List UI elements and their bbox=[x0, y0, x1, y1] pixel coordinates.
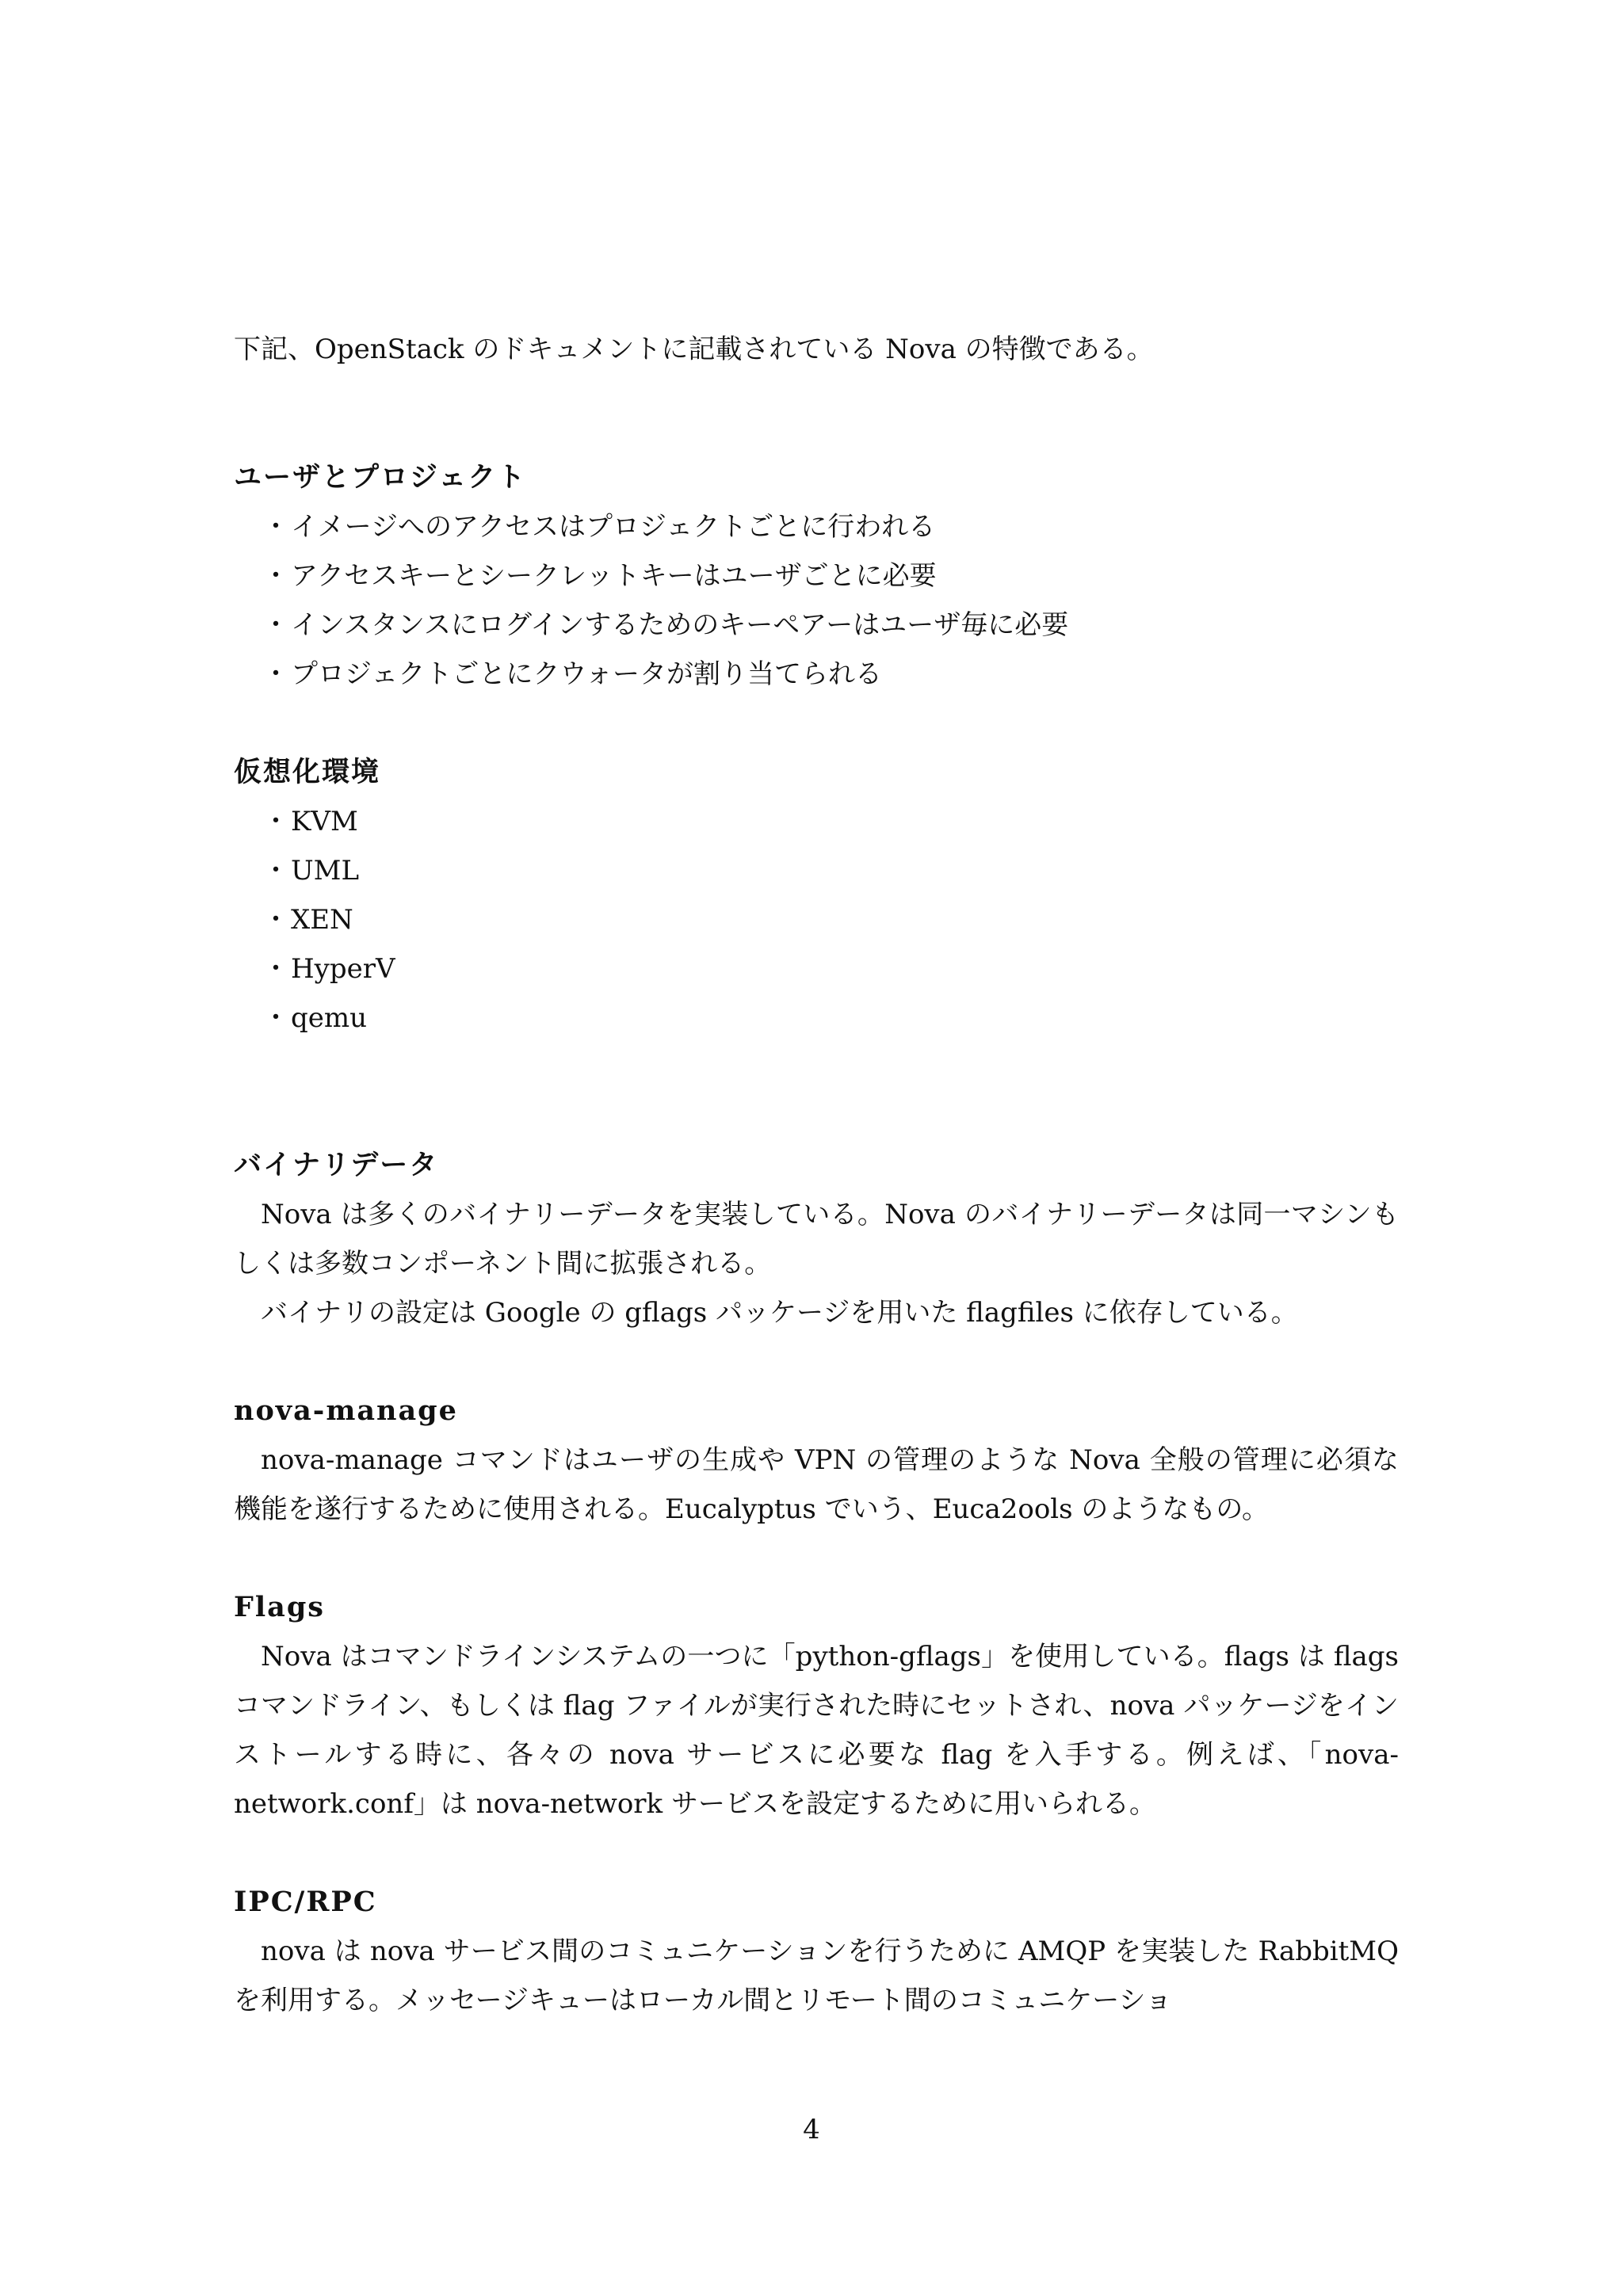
binary-paragraph-1: Nova は多くのバイナリーデータを実装している。Nova のバイナリーデータは同一マシンもしくは多数コンポーネント間に拡張される。 bbox=[234, 1199, 1399, 1280]
heading-nova-manage: nova-manage bbox=[234, 1394, 458, 1427]
list-item: ・KVM bbox=[262, 797, 1399, 846]
flags-paragraph: Nova はコマンドラインシステムの一つに「python-gflags」を使用している。flags は flags コマンドライン、もしくは flag ファイルが実行された時にセットされ、nova パッケージをインストールする時に、各々の nova サービスに必要な flag を入手する。例えば、「nova-network.conf」は nova-network サービスを設定するために用いられる。 bbox=[234, 1641, 1399, 1820]
page-content bbox=[234, 325, 1399, 2025]
bullet-glyph: ・ bbox=[262, 609, 289, 641]
list-virtualization bbox=[234, 797, 1399, 1043]
list-item: ・XEN bbox=[262, 895, 1399, 944]
bullet-glyph: ・ bbox=[262, 806, 289, 837]
list-item: ・インスタンスにログインするためのキーペアーはユーザ毎に必要 bbox=[262, 601, 1399, 650]
list-item: ・プロジェクトごとにクウォータが割り当てられる bbox=[262, 650, 1399, 699]
list-users-projects bbox=[234, 502, 1399, 699]
list-item: ・qemu bbox=[262, 994, 1399, 1043]
bullet-glyph: ・ bbox=[262, 658, 289, 690]
binary-paragraph-2: バイナリの設定は Google の gflags パッケージを用いた flagfiles に依存している。 bbox=[261, 1297, 1298, 1329]
list-item: ・イメージへのアクセスはプロジェクトごとに行われる bbox=[262, 502, 1399, 551]
list-item: ・アクセスキーとシークレットキーはユーザごとに必要 bbox=[262, 551, 1399, 601]
list-item: ・UML bbox=[262, 846, 1399, 895]
list-item: ・HyperV bbox=[262, 944, 1399, 994]
heading-flags: Flags bbox=[234, 1591, 325, 1623]
page-number: 4 bbox=[803, 2114, 820, 2145]
intro-text: 下記、OpenStack のドキュメントに記載されている Nova の特徴である。 bbox=[234, 334, 1154, 365]
ipc-rpc-paragraph: nova は nova サービス間のコミュニケーションを行うために AMQP を実装した RabbitMQ を利用する。メッセージキューはローカル間とリモート間のコミュニケーショ bbox=[234, 1936, 1399, 2016]
heading-ipc-rpc: IPC/RPC bbox=[234, 1886, 377, 1918]
bullet-glyph: ・ bbox=[262, 1002, 289, 1034]
heading-binary-data: バイナリデータ bbox=[234, 1149, 439, 1181]
bullet-glyph: ・ bbox=[262, 855, 289, 887]
bullet-glyph: ・ bbox=[262, 560, 289, 592]
bullet-glyph: ・ bbox=[262, 953, 289, 985]
bullet-glyph: ・ bbox=[262, 904, 289, 936]
heading-users-projects: ユーザとプロジェクト bbox=[234, 461, 527, 494]
bullet-glyph: ・ bbox=[262, 511, 289, 543]
nova-manage-paragraph: nova-manage コマンドはユーザの生成や VPN の管理のような Nova 全般の管理に必須な機能を遂行するために使用される。Eucalyptus でいう、Euca2ools のようなもの。 bbox=[234, 1444, 1399, 1525]
heading-virtualization: 仮想化環境 bbox=[234, 756, 381, 788]
